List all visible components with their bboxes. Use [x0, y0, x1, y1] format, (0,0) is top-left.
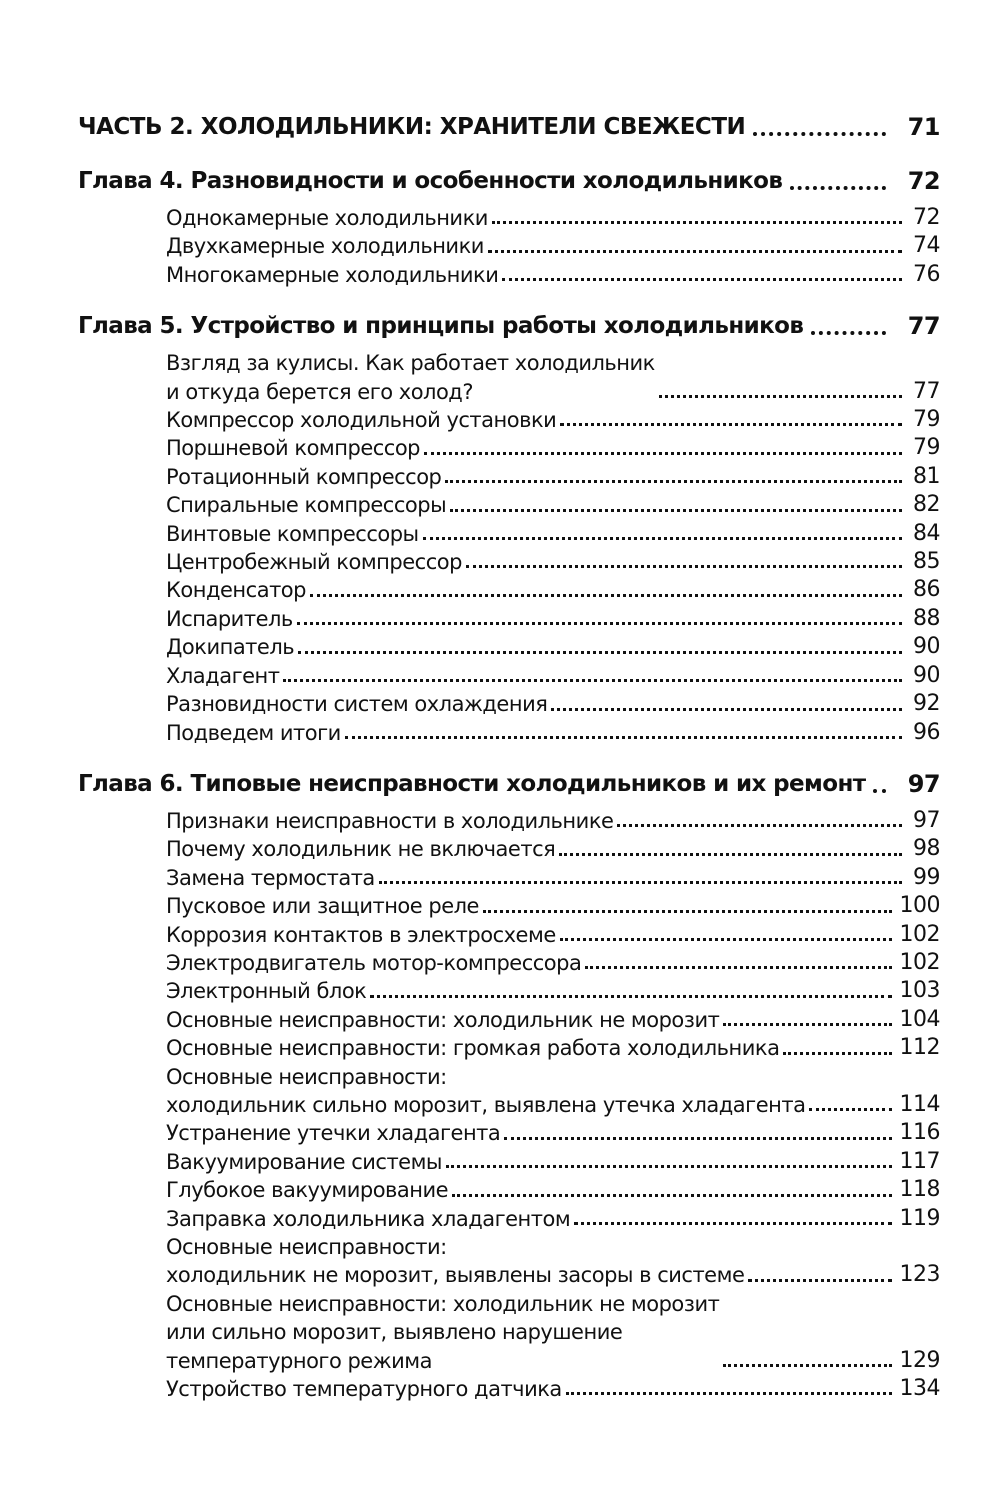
- section-title-line: Основные неисправности: холодильник не морозит: [166, 1291, 720, 1316]
- section-title-block: [166, 463, 441, 491]
- section-entry: [78, 520, 940, 548]
- dot-leader: [423, 537, 902, 540]
- section-title-line: Основные неисправности:: [166, 1064, 447, 1089]
- section-title: Многокамерные холодильники: [166, 262, 499, 287]
- section-title-block: [166, 1063, 805, 1120]
- section-entry: [78, 605, 940, 633]
- section-title-block: [166, 719, 341, 747]
- section-page-number: 76: [913, 261, 940, 287]
- section-entry: [78, 576, 940, 604]
- section-title: Поршневой компрессор: [166, 436, 421, 461]
- dot-leader: [483, 910, 892, 913]
- section-title-block: [166, 949, 581, 977]
- part-page-number: 71: [907, 113, 940, 141]
- section-title-block: [166, 1148, 442, 1176]
- dot-leader: [310, 594, 902, 597]
- section-page-number: 79: [913, 407, 940, 433]
- section-title: Электродвигатель мотор-компрессора: [166, 950, 582, 975]
- section-title-block: [166, 520, 419, 548]
- section-page-number: 98: [913, 836, 940, 862]
- dot-leader: [559, 853, 902, 856]
- dot-leader: [502, 278, 902, 281]
- chapter-page-number: 77: [907, 312, 940, 341]
- section-title: Двухкамерные холодильники: [166, 234, 484, 259]
- dot-leader: [445, 480, 902, 483]
- section-entry: [78, 1006, 940, 1034]
- dot-leader: [574, 1222, 891, 1225]
- chapter-title: Глава 4. Разновидности и особенности холодильников: [78, 168, 783, 194]
- dot-leader: [452, 1194, 891, 1197]
- dot-leader: [379, 881, 902, 884]
- dot-leader: [504, 1137, 891, 1140]
- dot-leader: [723, 1364, 891, 1367]
- section-title: Устройство температурного датчика: [166, 1377, 562, 1402]
- section-entry: [78, 463, 940, 491]
- section-title: Подведем итоги: [166, 720, 341, 745]
- section-title: Однокамерные холодильники: [166, 206, 488, 230]
- section-page-number: 116: [899, 1120, 940, 1146]
- section-entry: [78, 349, 940, 406]
- dot-leader: [298, 651, 902, 654]
- section-title: Разновидности систем охлаждения: [166, 692, 548, 717]
- section-title: Спиральные компрессоры: [166, 493, 447, 518]
- section-page-number: 99: [913, 864, 940, 890]
- section-title-line: или сильно морозит, выявлено нарушение: [166, 1320, 623, 1345]
- table-of-contents: [78, 110, 940, 1403]
- section-title-block: [166, 1176, 448, 1204]
- section-entry: [78, 662, 940, 690]
- section-title-block: [166, 548, 462, 576]
- section-page-number: 104: [899, 1006, 940, 1032]
- chapter-title: Глава 6. Типовые неисправности холодильников и их ремонт: [78, 770, 866, 797]
- section-title-block: [166, 921, 556, 949]
- section-entry: [78, 548, 940, 576]
- section-title: Компрессор холодильной установки: [166, 408, 557, 433]
- section-entry: [78, 1375, 940, 1403]
- section-title-block: [166, 232, 484, 260]
- section-page-number: 114: [899, 1091, 940, 1117]
- section-entry: [78, 1205, 940, 1233]
- section-title-block: [166, 349, 655, 406]
- section-page-number: 90: [913, 662, 940, 688]
- section-entry: [78, 835, 940, 863]
- section-entry: [78, 1034, 940, 1062]
- section-title-block: [166, 576, 306, 604]
- dot-leader: [492, 221, 902, 224]
- section-title-line: Взгляд за кулисы. Как работает холодильник: [166, 351, 655, 376]
- section-page-number: 85: [913, 549, 940, 575]
- dot-leader: [753, 132, 885, 136]
- section-page-number: 79: [913, 435, 940, 461]
- section-entry: [78, 1176, 940, 1204]
- section-page-number: 129: [899, 1347, 940, 1373]
- section-page-number: 118: [899, 1177, 940, 1203]
- dot-leader: [370, 995, 891, 998]
- section-title-block: [166, 605, 293, 633]
- section-title-block: [166, 662, 279, 690]
- section-title: Докипатель: [166, 635, 295, 660]
- section-title-line: Основные неисправности:: [166, 1235, 447, 1259]
- section-page-number: 74: [913, 233, 940, 259]
- dot-leader: [446, 1165, 891, 1168]
- section-title: Центробежный компрессор: [166, 550, 462, 575]
- section-page-number: 134: [899, 1376, 940, 1402]
- dot-leader: [450, 509, 902, 512]
- section-title: Пусковое или защитное реле: [166, 894, 479, 919]
- section-page-number: 103: [899, 978, 940, 1004]
- section-entry: [78, 1290, 940, 1375]
- dot-leader: [466, 565, 902, 568]
- chapter-page-number: 72: [907, 167, 940, 195]
- section-title-block: [166, 204, 488, 232]
- section-title: Почему холодильник не включается: [166, 837, 556, 862]
- section-title: Устранение утечки хладагента: [166, 1121, 501, 1146]
- section-title-block: [166, 261, 498, 289]
- section-title-block: [166, 864, 375, 892]
- section-page-number: 123: [899, 1262, 940, 1288]
- section-title: Конденсатор: [166, 578, 306, 603]
- section-title-block: [166, 1205, 570, 1233]
- section-page-number: 100: [899, 893, 940, 919]
- section-entry: [78, 977, 940, 1005]
- section-title-block: [166, 491, 446, 519]
- section-page-number: 88: [913, 605, 940, 631]
- chapter-heading: [78, 767, 940, 801]
- dot-leader: [748, 1279, 891, 1282]
- part-title: ЧАСТЬ 2. ХОЛОДИЛЬНИКИ: ХРАНИТЕЛИ СВЕЖЕСТИ: [78, 114, 746, 140]
- section-title: Признаки неисправности в холодильнике: [166, 808, 614, 833]
- section-title: Глубокое вакуумирование: [166, 1178, 449, 1203]
- section-title-block: [166, 835, 555, 863]
- dot-leader: [551, 708, 902, 711]
- section-entry: [78, 232, 940, 260]
- section-title: холодильник сильно морозит, выявлена утечка хладагента: [166, 1092, 806, 1117]
- section-title-block: [166, 434, 420, 462]
- dot-leader: [560, 423, 902, 426]
- section-page-number: 117: [899, 1148, 940, 1174]
- section-title-block: [166, 1119, 500, 1147]
- section-page-number: 96: [913, 719, 940, 745]
- section-title-block: [166, 1290, 719, 1375]
- section-page-number: 72: [913, 205, 940, 230]
- dot-leader: [809, 1108, 891, 1111]
- dot-leader: [617, 824, 902, 827]
- dot-leader: [790, 186, 885, 190]
- section-page-number: 82: [913, 492, 940, 518]
- section-page-number: 86: [913, 577, 940, 603]
- dot-leader: [488, 250, 902, 253]
- section-title-block: [166, 633, 294, 661]
- section-entry: [78, 807, 940, 835]
- section-title: Замена термостата: [166, 865, 375, 890]
- section-entry: [78, 491, 940, 519]
- section-title-block: [166, 1375, 562, 1403]
- dot-leader: [659, 395, 902, 398]
- section-entry: [78, 1233, 940, 1290]
- section-page-number: 119: [899, 1205, 940, 1231]
- section-title: Ротационный компрессор: [166, 464, 442, 489]
- section-title: Основные неисправности: холодильник не морозит: [166, 1007, 720, 1032]
- section-title-block: [166, 690, 547, 718]
- dot-leader: [811, 331, 885, 335]
- dot-leader: [283, 679, 902, 682]
- dot-leader: [723, 1023, 891, 1026]
- section-title: Хладагент: [166, 663, 280, 688]
- section-title: и откуда берется его холод?: [166, 379, 473, 404]
- section-entry: [78, 1063, 940, 1120]
- dot-leader: [297, 622, 902, 625]
- section-entry: [78, 1148, 940, 1176]
- section-title-block: [166, 892, 479, 920]
- section-page-number: 81: [913, 463, 940, 489]
- section-title: холодильник не морозит, выявлены засоры в системе: [166, 1263, 745, 1288]
- section-title: Электронный блок: [166, 979, 367, 1004]
- section-title: Вакуумирование системы: [166, 1149, 443, 1174]
- section-title-block: [166, 807, 613, 835]
- section-title: Винтовые компрессоры: [166, 521, 419, 546]
- section-page-number: 92: [913, 691, 940, 717]
- dot-leader: [560, 938, 892, 941]
- section-page-number: 97: [913, 807, 940, 833]
- chapter-heading: [78, 164, 940, 198]
- section-entry: [78, 690, 940, 718]
- section-page-number: 77: [913, 378, 940, 404]
- section-entry: [78, 1119, 940, 1147]
- section-title: Коррозия контактов в электросхеме: [166, 922, 556, 947]
- chapter-page-number: 97: [907, 769, 940, 798]
- section-entry: [78, 261, 940, 289]
- section-entry: [78, 204, 940, 232]
- dot-leader: [873, 789, 885, 793]
- dot-leader: [345, 736, 902, 739]
- section-title-block: [166, 977, 366, 1005]
- section-entry: [78, 719, 940, 747]
- dot-leader: [566, 1392, 892, 1395]
- section-entry: [78, 434, 940, 462]
- dot-leader: [783, 1052, 891, 1055]
- section-title-block: [166, 1006, 719, 1034]
- section-page-number: 112: [899, 1035, 940, 1061]
- part-heading: [78, 110, 940, 144]
- section-entry: [78, 892, 940, 920]
- section-title-block: [166, 1034, 779, 1062]
- section-entry: [78, 864, 940, 892]
- section-title-block: [166, 1233, 744, 1290]
- chapter-heading: [78, 309, 940, 343]
- section-entry: [78, 406, 940, 434]
- chapters-list: [78, 164, 940, 1403]
- section-page-number: 90: [913, 634, 940, 660]
- section-title: температурного режима: [166, 1348, 432, 1373]
- section-entry: [78, 633, 940, 661]
- section-title: Заправка холодильника хладагентом: [166, 1206, 571, 1231]
- dot-leader: [424, 452, 902, 455]
- chapter-title: Глава 5. Устройство и принципы работы холодильников: [78, 313, 804, 340]
- section-entry: [78, 949, 940, 977]
- section-title: Основные неисправности: громкая работа холодильника: [166, 1036, 780, 1061]
- dot-leader: [585, 966, 891, 969]
- section-entry: [78, 921, 940, 949]
- section-title-block: [166, 406, 556, 434]
- section-title: Испаритель: [166, 606, 293, 631]
- section-page-number: 84: [913, 520, 940, 546]
- section-page-number: 102: [899, 949, 940, 975]
- section-page-number: 102: [899, 921, 940, 947]
